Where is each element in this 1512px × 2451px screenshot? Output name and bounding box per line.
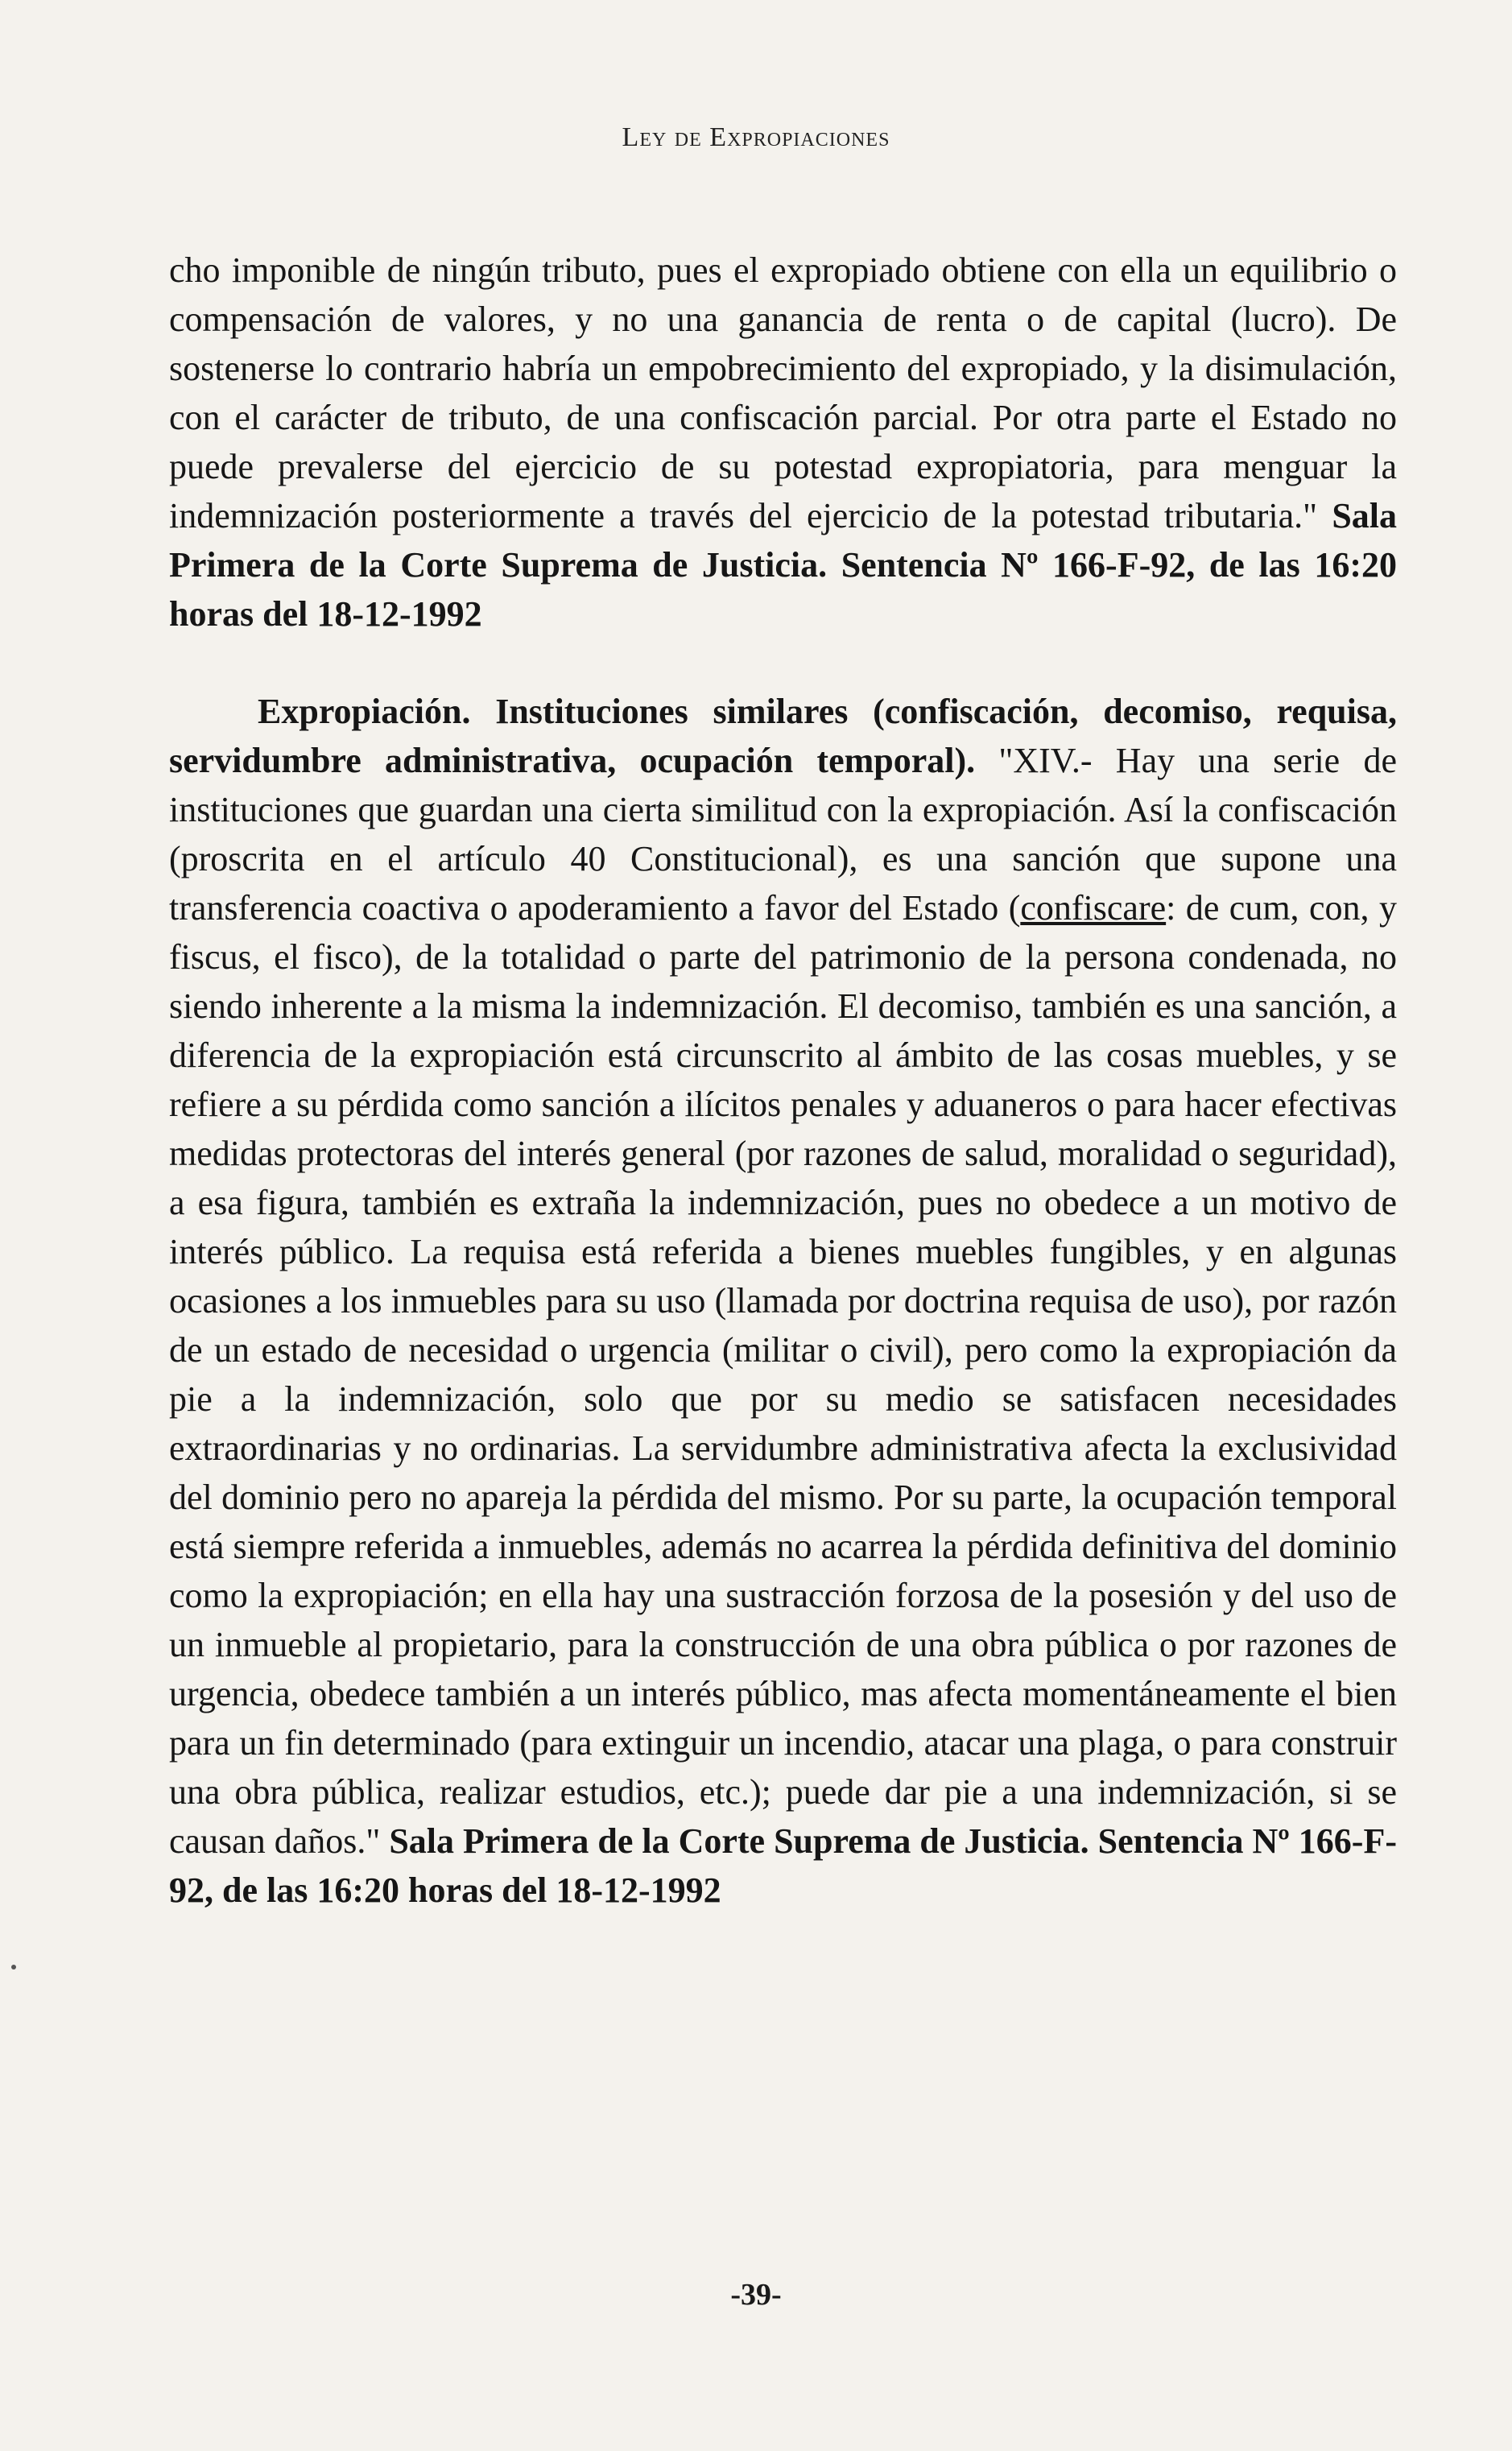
paragraph-expropiacion-instituciones xyxy=(169,687,1397,1915)
paragraph-2-text-before: "XIV.- Hay una serie de instituciones que guardan una cierta similitud con la expropiación. Así la confiscación (proscrita en el artículo 40 Constitucional), es una sanción que supone una transferencia coactiva o apoderamiento a favor del Estado ( xyxy=(169,741,1397,928)
paragraph-2-citation: Sala Primera de la Corte Suprema de Justicia. Sentencia Nº 166-F-92, de las 16:20 horas del 18-12-1992 xyxy=(169,1821,1397,1910)
body-text xyxy=(169,246,1397,1915)
paragraph-continuation xyxy=(169,246,1397,639)
paragraph-2-underlined-term: confiscare xyxy=(1020,888,1167,928)
paragraph-1-citation: Sala Primera de la Corte Suprema de Justicia. Sentencia Nº 166-F-92, de las 16:20 horas del 18-12-1992 xyxy=(169,496,1398,634)
margin-speck xyxy=(11,1965,16,1969)
running-head: Ley de Expropiaciones xyxy=(622,122,890,152)
page-number: -39- xyxy=(730,2278,782,2312)
paragraph-2-text-after: : de cum, con, y fiscus, el fisco), de la totalidad o parte del patrimonio de la persona condenada, no siendo inherente a la misma la indemnización. El decomiso, también es una sanción, a diferencia de la expropiación está circunscrito al ámbito de las cosas muebles, y se refiere a su pérdida como sanción a ilícitos penales y aduaneros o para hacer efectivas medidas protectoras del interés general (por razones de salud, moralidad o seguridad), a esa figura, también es extraña la indemnización, pues no obedece a un motivo de interés público. La requisa está referida a bienes muebles fungibles, y en algunas ocasiones a los inmuebles para su uso (llamada por doctrina requisa de uso), por razón de un estado de necesidad o urgencia (militar o civil), pero como la expropiación da pie a la indemnización, solo que por su medio se satisfacen necesidades extraordinarias y no ordinarias. La servidumbre administrativa afecta la exclusividad del dominio pero no apareja la pérdida del mismo. Por su parte, la ocupación temporal está siempre referida a inmuebles, además no acarrea la pérdida definitiva del dominio como la expropiación; en ella hay una sustracción forzosa de la posesión y del uso de un inmueble al propietario, para la construcción de una obra pública o por razones de urgencia, obedece también a un interés público, mas afecta momentáneamente el bien para un fin determinado (para extinguir un incendio, atacar una plaga, o para construir una obra pública, realizar estudios, etc.); puede dar pie a una indemnización, si se causan daños." xyxy=(169,888,1397,1861)
paragraph-2-heading: Expropiación. Instituciones similares (confiscación, decomiso, requisa, servidumbre administrativa, ocupación temporal). xyxy=(169,692,1397,780)
paragraph-1-text: cho imponible de ningún tributo, pues el expropiado obtiene con ella un equilibrio o compensación de valores, y no una ganancia de renta o de capital (lucro). De sostenerse lo contrario habría un empobrecimiento del expropiado, y la disimulación, con el carácter de tributo, de una confiscación parcial. Por otra parte el Estado no puede prevalerse del ejercicio de su potestad expropiatoria, para menguar la indemnización posteriormente a través del ejercicio de la potestad tributaria." xyxy=(169,250,1397,535)
